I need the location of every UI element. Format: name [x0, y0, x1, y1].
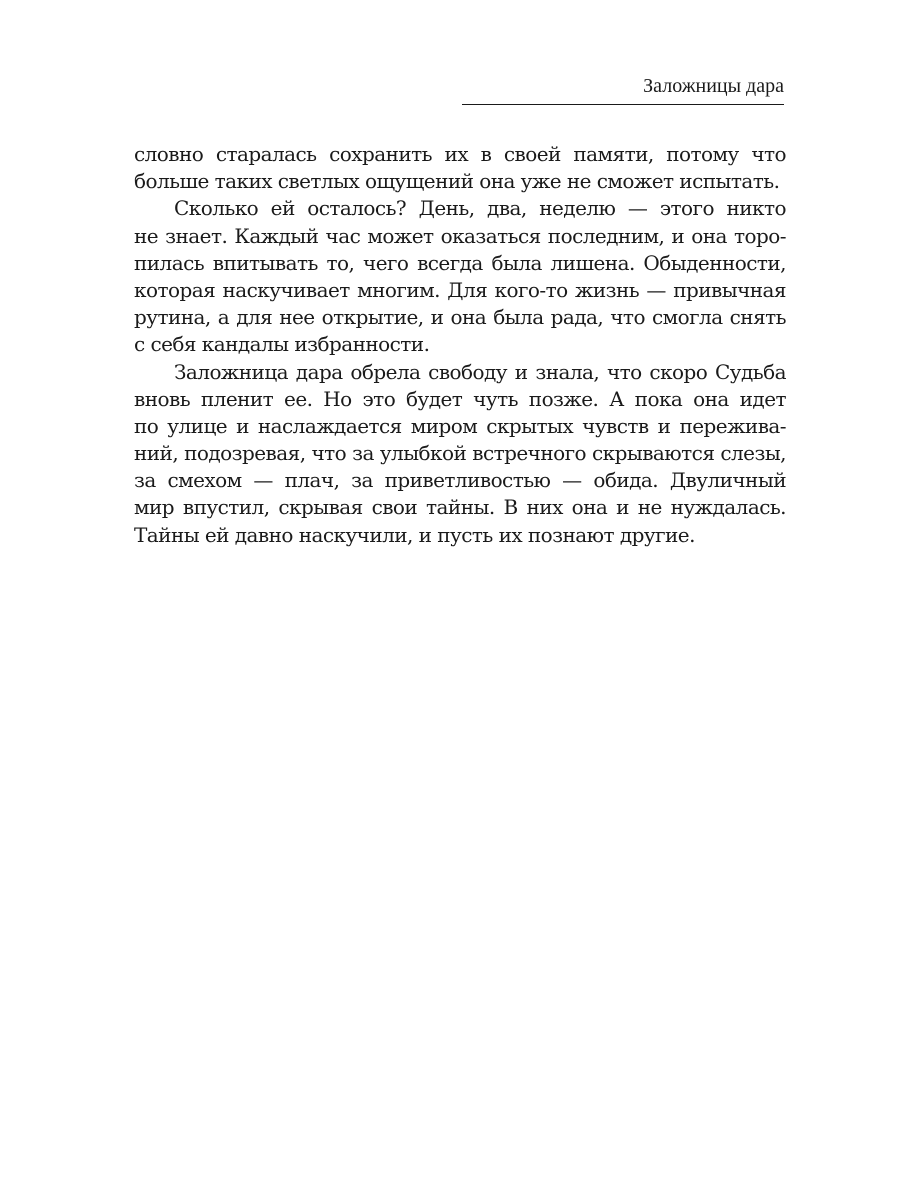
text-line: ний, подозревая, что за улыбкой встречного скрываются слезы,: [134, 441, 786, 466]
text-line: которая наскучивает многим. Для кого-то жизнь — привычная: [134, 277, 786, 302]
text-line: не знает. Каждый час может оказаться последним, и она торо-: [134, 223, 786, 248]
text-line: Заложница дара обрела свободу и знала, что скоро Судьба: [174, 359, 786, 384]
text-line: за смехом — плач, за приветливостью — обида. Двуличный: [134, 468, 786, 493]
text-line: Сколько ей осталось? День, два, неделю — этого никто: [174, 196, 786, 221]
text-line: больше таких светлых ощущений она уже не сможет испытать.: [134, 169, 780, 194]
text-line: вновь пленит ее. Но это будет чуть позже. А пока она идет: [134, 386, 786, 411]
running-head-title: Заложницы дара: [643, 75, 784, 97]
text-line: с себя кандалы избранности.: [134, 332, 430, 357]
text-line: Тайны ей давно наскучили, и пусть их познают другие.: [134, 522, 695, 547]
text-line: пилась впитывать то, чего всегда была лишена. Обыденности,: [134, 250, 786, 275]
paragraph: [134, 195, 786, 358]
paragraph: [134, 141, 786, 195]
running-head: [462, 72, 784, 105]
paragraph: [134, 359, 786, 549]
text-line: рутина, а для нее открытие, и она была рада, что смогла снять: [134, 305, 786, 330]
body-text: [134, 141, 786, 549]
text-line: по улице и наслаждается миром скрытых чувств и пережива-: [134, 413, 786, 438]
text-line: словно старалась сохранить их в своей памяти, потому что: [134, 142, 786, 166]
text-line: мир впустил, скрывая свои тайны. В них она и не нуждалась.: [134, 495, 786, 520]
